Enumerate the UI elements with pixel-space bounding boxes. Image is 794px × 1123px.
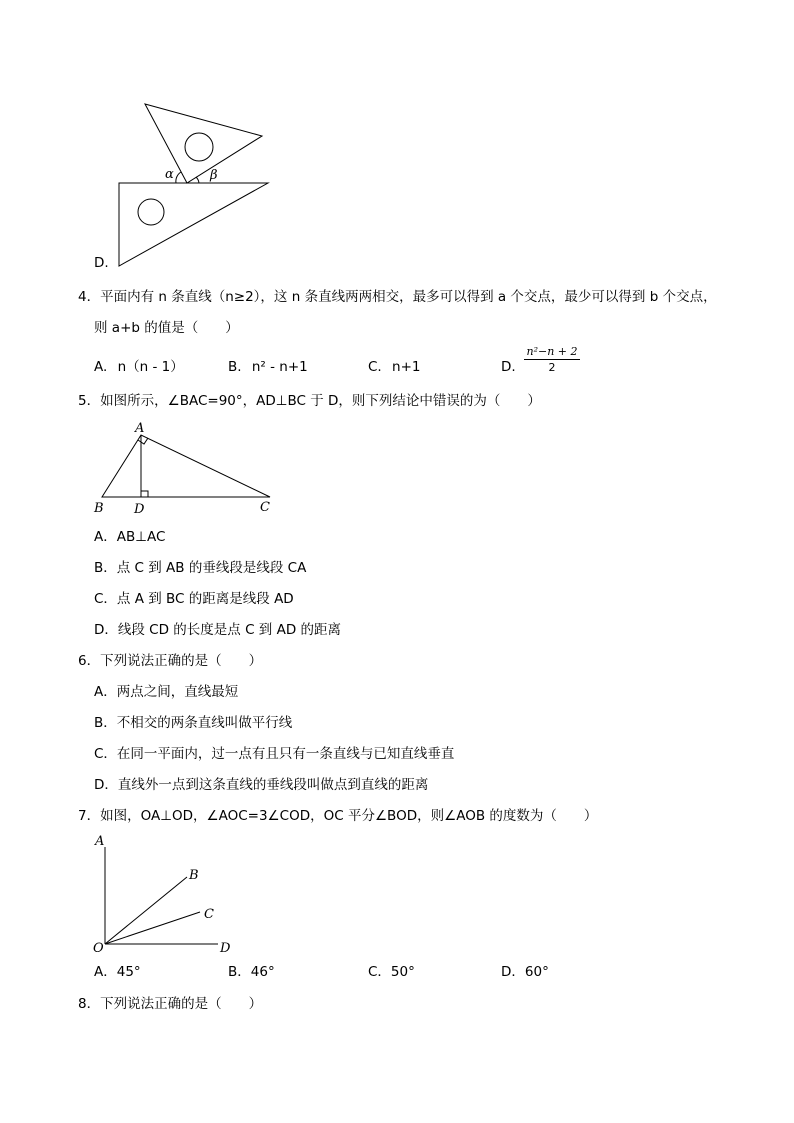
option-label: B. (228, 359, 242, 375)
q7-option-c: C．50° (368, 964, 415, 980)
q4-stem-line1: 4．平面内有 n 条直线（n≥2），这 n 条直线两两相交，最多可以得到 a 个交点，最少可以得到 b 个交点， (78, 289, 717, 305)
q7-option-a: A．45° (94, 964, 141, 980)
label-a: A (135, 421, 145, 436)
fraction-numerator: n²−n + 2 (524, 346, 580, 360)
label-c: C (260, 500, 270, 515)
q5-option-c: C．点 A 到 BC 的距离是线段 AD (94, 591, 294, 607)
label-alpha: α (165, 167, 174, 182)
q4-stem-line2: 则 a+b 的值是（ ） (94, 320, 239, 336)
q8-stem: 8．下列说法正确的是（ ） (78, 996, 263, 1012)
q6-option-d: D．直线外一点到这条直线的垂线段叫做点到直线的距离 (94, 777, 429, 793)
q3-option-d-label: D. (94, 255, 109, 271)
fraction-denominator: 2 (548, 361, 556, 374)
q5-stem: 5．如图所示，∠BAC=90°，AD⊥BC 于 D，则下列结论中错误的为（ ） (78, 393, 541, 409)
label-beta: β (210, 168, 218, 183)
q7-option-b: B．46° (228, 964, 275, 980)
q6-stem: 6．下列说法正确的是（ ） (78, 653, 263, 669)
label-d: D (134, 502, 145, 517)
q5-option-a: A．AB⊥AC (94, 529, 166, 545)
option-label: A. (94, 359, 108, 375)
option-text: n（n - 1） (117, 359, 184, 375)
label-c: C (204, 907, 214, 922)
q6-option-b: B．不相交的两条直线叫做平行线 (94, 715, 293, 731)
q5-option-b: B．点 C 到 AB 的垂线段是线段 CA (94, 560, 307, 576)
label-b: B (189, 868, 199, 883)
option-text: n+1 (392, 359, 421, 375)
label-o: O (93, 941, 104, 956)
q5-option-d: D．线段 CD 的长度是点 C 到 AD 的距离 (94, 622, 342, 638)
q6-option-c: C．在同一平面内，过一点有且只有一条直线与已知直线垂直 (94, 746, 455, 762)
q7-option-d: D．60° (501, 964, 549, 980)
ray-ob (105, 877, 187, 944)
option-text: n² - n+1 (251, 359, 308, 375)
option-label: C. (368, 359, 382, 375)
ray-oc (105, 912, 200, 944)
label-d: D (220, 941, 231, 956)
q7-stem: 7．如图，OA⊥OD，∠AOC=3∠COD，OC 平分∠BOD，则∠AOB 的度数为（ ） (78, 808, 598, 824)
label-a: A (95, 834, 105, 849)
label-b: B (94, 501, 104, 516)
q4-option-d-label: D. (501, 359, 516, 375)
q6-option-a: A．两点之间，直线最短 (94, 684, 239, 700)
